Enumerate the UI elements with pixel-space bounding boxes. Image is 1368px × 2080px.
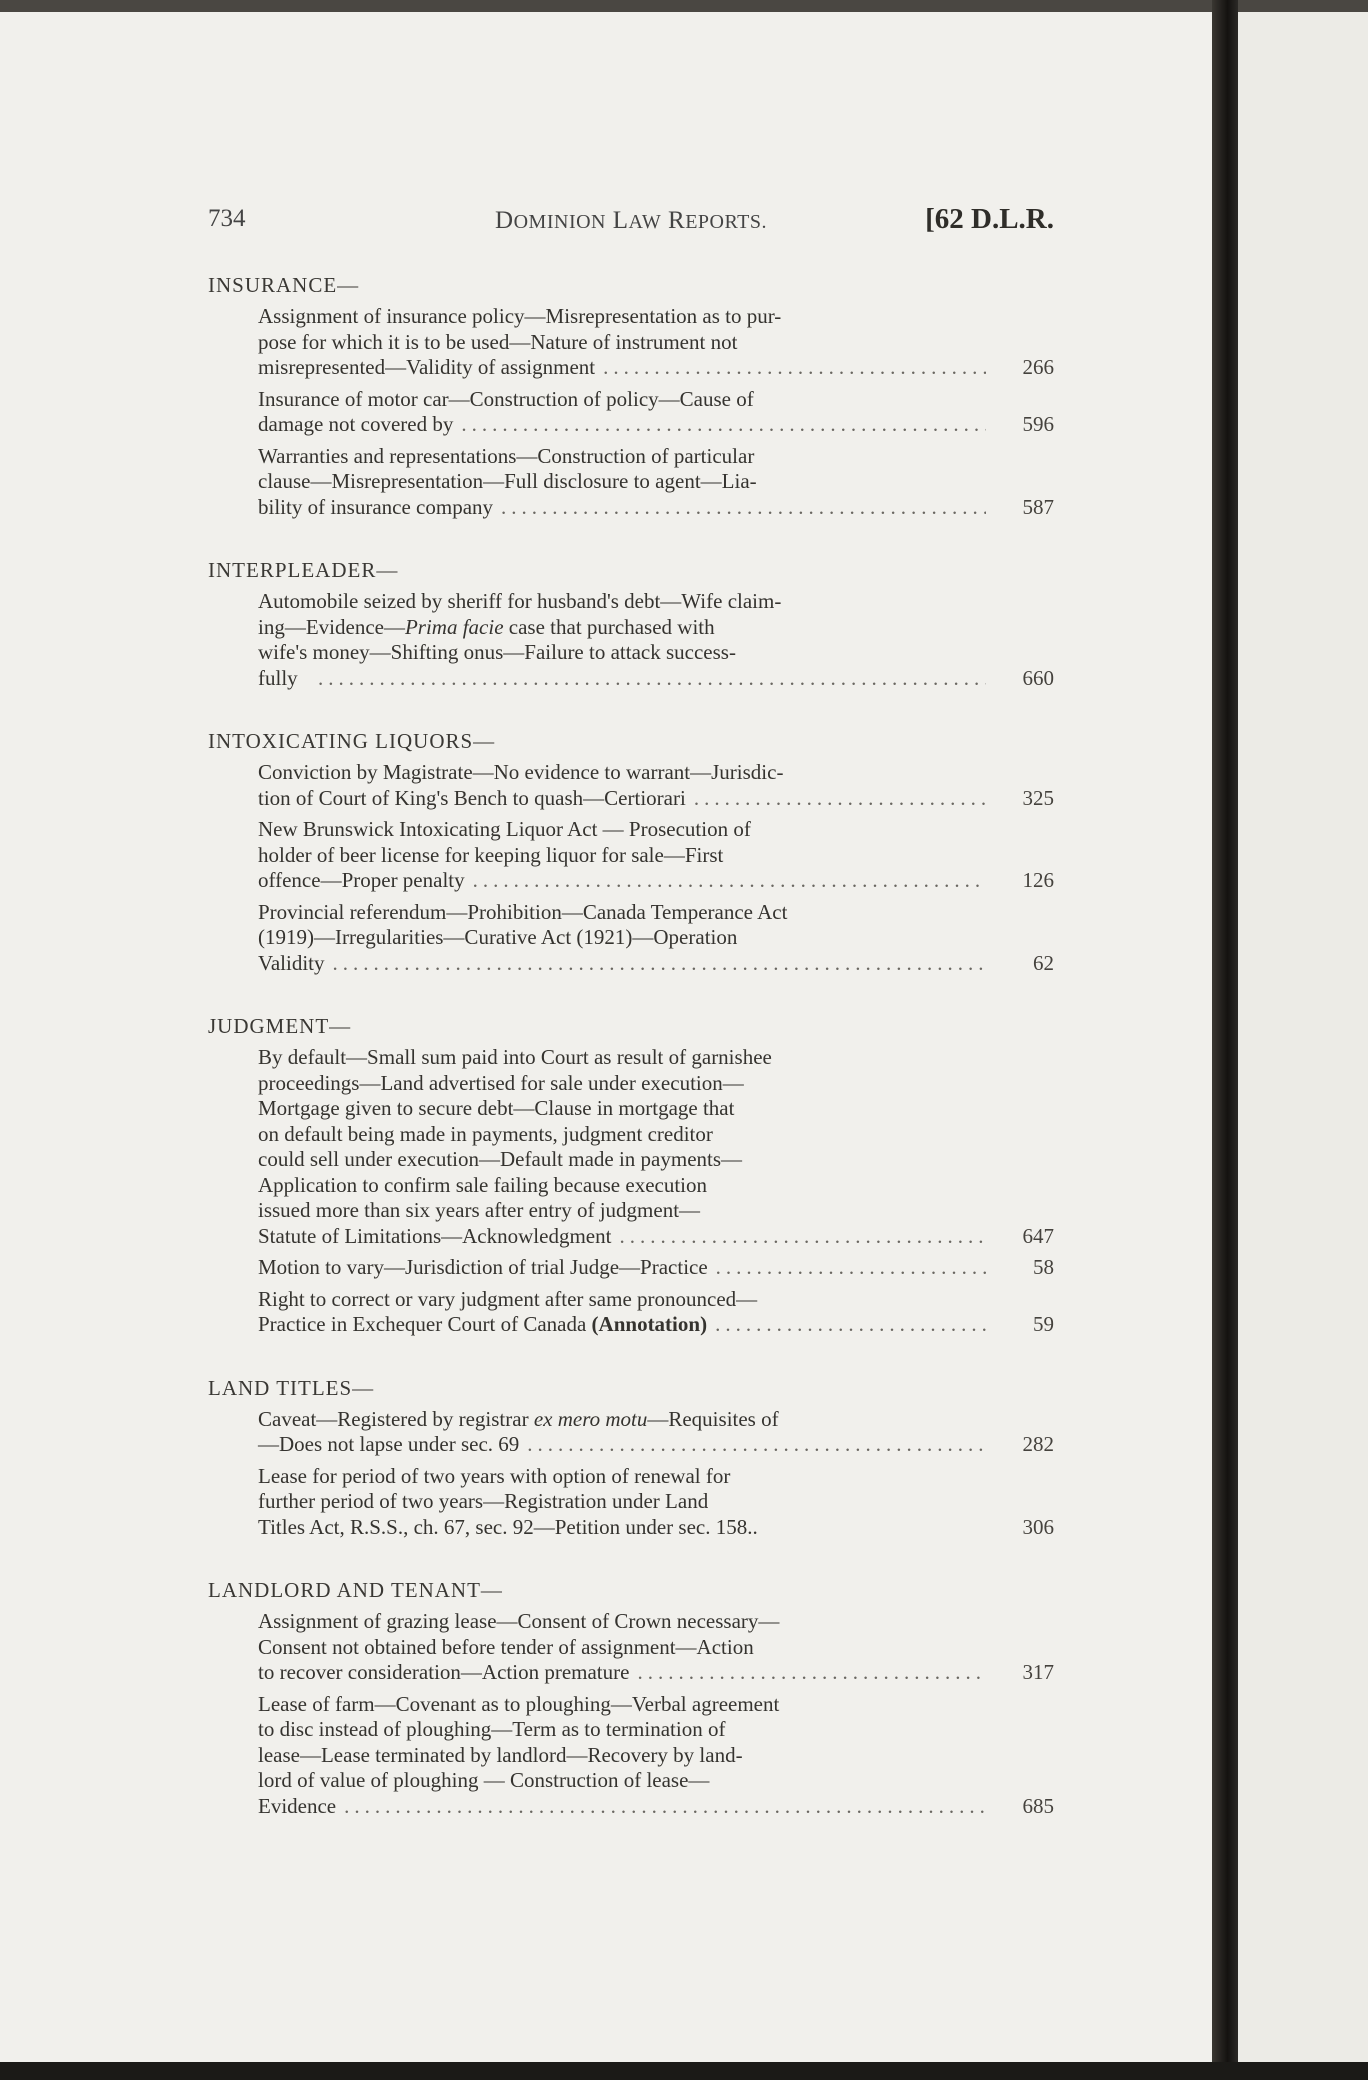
index-entry [208, 1045, 1054, 1249]
entry-line: issued more than six years after entry of judgment— [258, 1198, 701, 1222]
entry-line: Lease of farm—Covenant as to ploughing—Verbal agreement [258, 1691, 780, 1716]
entry-last-line [258, 1255, 994, 1281]
entry-last-line [258, 665, 994, 692]
entry-line: pose for which it is to be used—Nature of instrument not [258, 329, 738, 354]
dot-leader [637, 1660, 986, 1686]
entry-line: Automobile seized by sheriff for husband's debt—Wife claim- [258, 589, 782, 613]
entry-text: Caveat—Registered by registrar [258, 1406, 534, 1431]
entry-text: —Requisites of [647, 1406, 779, 1431]
dot-leader [603, 355, 986, 381]
entry-last-text [258, 785, 686, 812]
entry-text: Evidence [258, 1793, 337, 1818]
entry-page-ref: 325 [1022, 785, 1054, 810]
dot-leader [333, 951, 987, 977]
section-heading: INTERPLEADER— [208, 558, 399, 582]
entry-last-text [258, 1223, 612, 1250]
entry-italic-term: Prima facie [404, 614, 504, 639]
index-section [208, 1376, 1054, 1541]
entry-text: tion of Court of King's Bench to quash—Certiorari [258, 785, 686, 810]
entry-line: proceedings—Land advertised for sale under execution— [258, 1070, 744, 1095]
dot-leader [715, 1312, 986, 1338]
entry-last-text [258, 1255, 708, 1281]
dot-leader [694, 786, 986, 812]
entry-text: Motion to vary—Jurisdiction of trial Judge—Practice [258, 1255, 708, 1279]
entry-line: Assignment of insurance policy—Misrepresentation as to pur- [258, 304, 782, 328]
entry-line [258, 1406, 994, 1433]
dot-leader [344, 1794, 986, 1820]
dot-leader [619, 1224, 986, 1250]
dot-leader [716, 1255, 986, 1281]
entry-line: Mortgage given to secure debt—Clause in mortgage that [258, 1096, 735, 1120]
index-section [208, 1014, 1054, 1338]
entry-last-line [258, 1793, 994, 1820]
entry-italic-term: ex mero motu [533, 1406, 648, 1431]
index-entry [208, 1692, 1054, 1820]
entry-last-text [258, 494, 494, 521]
entry-page-ref: 126 [1022, 868, 1054, 892]
entry-last-text [258, 412, 454, 438]
index-entry [208, 1287, 1054, 1338]
index-section [208, 729, 1054, 976]
index-section [208, 558, 1054, 691]
entry-line: further period of two years—Registration under Land [258, 1489, 709, 1513]
entry-line: Assignment of grazing lease—Consent of Crown necessary— [258, 1609, 780, 1633]
index-entry [208, 387, 1054, 438]
facing-page-edge [1238, 12, 1368, 2062]
entry-line: could sell under execution—Default made in payments— [258, 1147, 743, 1171]
section-heading: JUDGMENT— [208, 1014, 352, 1038]
section-heading: LAND TITLES— [208, 1375, 375, 1400]
entry-last-text [258, 355, 596, 381]
index-entry [208, 760, 1054, 811]
entry-text: fully [258, 665, 298, 690]
entry-page-ref: 266 [1022, 355, 1054, 379]
entry-page-ref: 62 [1033, 950, 1054, 975]
index-entry [208, 444, 1054, 521]
entry-text: Titles Act, R.S.S., ch. 67, sec. 92—Petition under sec. 158.. [258, 1514, 758, 1539]
entry-line [258, 614, 994, 641]
running-head [208, 203, 1054, 247]
index-entry [208, 900, 1054, 977]
index-content [208, 203, 1054, 1857]
entry-page-ref: 685 [1022, 1793, 1054, 1818]
entry-line: lease—Lease terminated by landlord—Recovery by land- [258, 1742, 743, 1767]
index-section [208, 273, 1054, 520]
index-entry [208, 1407, 1054, 1458]
entry-line: New Brunswick Intoxicating Liquor Act — Prosecution of [258, 817, 751, 841]
entry-page-ref: 587 [1022, 494, 1054, 519]
entry-last-text [258, 868, 465, 894]
entry-text: Practice in Exchequer Court of Canada [258, 1312, 587, 1336]
entry-line: (1919)—Irregularities—Curative Act (1921)—Operation [258, 925, 738, 949]
index-entry [208, 1464, 1054, 1541]
entry-last-line [258, 355, 994, 381]
entry-last-line [258, 1660, 994, 1686]
section-heading: LANDLORD AND TENANT— [208, 1578, 503, 1602]
entry-line: wife's money—Shifting onus—Failure to attack success- [258, 640, 736, 664]
entry-last-line [258, 494, 994, 521]
entry-last-line [258, 1514, 994, 1541]
entry-line: Lease for period of two years with option of renewal for [258, 1463, 731, 1488]
entry-line: By default—Small sum paid into Court as result of garnishee [258, 1045, 772, 1069]
entry-line: on default being made in payments, judgment creditor [258, 1121, 713, 1146]
index-entry [208, 1609, 1054, 1686]
entry-last-text [258, 1793, 337, 1820]
entry-page-ref: 317 [1022, 1660, 1054, 1684]
scan-bottom-edge [0, 2062, 1368, 2080]
entry-text: —Does not lapse under sec. 69 [258, 1432, 520, 1456]
entry-text: to recover consideration—Action premature [258, 1660, 630, 1684]
index-entry [208, 1255, 1054, 1281]
dot-leader [461, 412, 986, 438]
index-entry [208, 304, 1054, 381]
entry-last-line [258, 1432, 994, 1458]
entry-line: Insurance of motor car—Construction of policy—Cause of [258, 386, 754, 411]
entry-page-ref: 58 [1033, 1255, 1054, 1279]
index-entry [208, 589, 1054, 691]
entry-page-ref: 59 [1033, 1312, 1054, 1336]
page-number: 734 [208, 205, 246, 232]
entry-last-line [258, 412, 994, 438]
entry-line: Conviction by Magistrate—No evidence to warrant—Jurisdic- [258, 760, 784, 784]
section-heading: INSURANCE— [208, 273, 360, 297]
entry-last-text [258, 1660, 630, 1686]
entry-line: holder of beer license for keeping liquor for sale—First [258, 842, 724, 867]
entry-page-ref: 282 [1022, 1432, 1054, 1456]
entry-text: Validity [258, 950, 325, 975]
entry-page-ref: 660 [1022, 665, 1054, 690]
entry-text: bility of insurance company [258, 494, 494, 519]
annotation-label: (Annotation) [591, 1312, 708, 1336]
entry-last-text [258, 950, 325, 977]
entry-line: lord of value of ploughing — Construction of lease— [258, 1768, 710, 1792]
entry-line: Consent not obtained before tender of assignment—Action [258, 1634, 754, 1659]
entry-page-ref: 306 [1022, 1514, 1054, 1539]
entry-last-line [258, 1223, 994, 1250]
entry-last-line [258, 785, 994, 812]
entry-line: Provincial referendum—Prohibition—Canada Temperance Act [258, 899, 788, 924]
entry-text: ing—Evidence— [258, 614, 405, 639]
volume-label: [62 D.L.R. [925, 203, 1054, 235]
section-heading: INTOXICATING LIQUORS— [208, 729, 496, 753]
entry-page-ref: 647 [1022, 1223, 1054, 1248]
entry-last-line [258, 950, 994, 977]
book-gutter [1212, 0, 1238, 2080]
entry-last-line [258, 868, 994, 894]
entry-last-line [258, 1312, 994, 1338]
entry-line: Application to confirm sale failing because execution [258, 1172, 708, 1197]
journal-title: DOMINION LAW REPORTS. [495, 207, 767, 234]
index-entry [208, 817, 1054, 894]
entry-last-text [258, 1514, 758, 1541]
dot-leader [318, 666, 986, 692]
index-sections [208, 273, 1054, 1819]
entry-text: offence—Proper penalty [258, 868, 465, 892]
dot-leader [501, 495, 986, 521]
entry-last-text [258, 1432, 520, 1458]
entry-line: Warranties and representations—Construction of particular [258, 443, 755, 468]
dot-leader [527, 1432, 986, 1458]
entry-text: Statute of Limitations—Acknowledgment [258, 1223, 612, 1248]
entry-page-ref: 596 [1022, 412, 1054, 436]
entry-line: Right to correct or vary judgment after same pronounced— [258, 1286, 758, 1311]
entry-text: damage not covered by [258, 412, 454, 436]
entry-text: misrepresented—Validity of assignment [258, 355, 596, 379]
entry-text: case that purchased with [503, 614, 715, 639]
entry-line: to disc instead of ploughing—Term as to termination of [258, 1717, 726, 1741]
dot-leader [473, 868, 986, 894]
index-section [208, 1578, 1054, 1819]
entry-last-text [258, 1312, 708, 1338]
entry-line: clause—Misrepresentation—Full disclosure to agent—Lia- [258, 469, 757, 493]
